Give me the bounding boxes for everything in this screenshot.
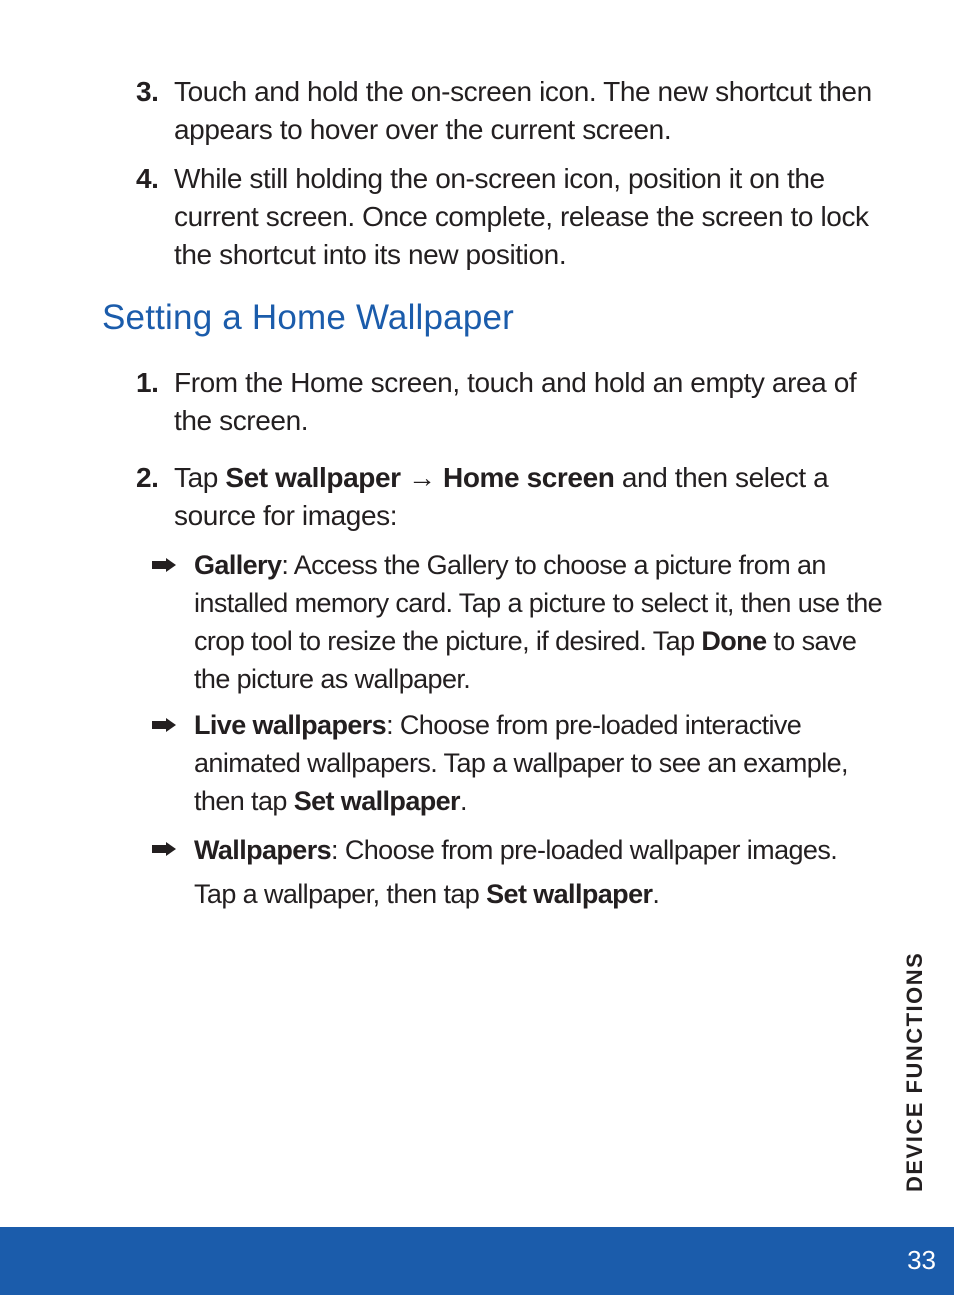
text-run: . <box>652 879 660 909</box>
option-done: Done <box>701 626 767 656</box>
arrow-bullet-icon <box>152 718 176 732</box>
step-text: While still holding the on-screen icon, position it on the current screen. Once complete, release the screen to lock the shortcut into its new position. <box>174 163 869 270</box>
bullet-text <box>194 706 884 820</box>
step-number: 3. <box>136 76 159 107</box>
text-run: : Choose from pre-loaded wallpaper images. Tap a wallpaper, then tap <box>194 835 838 909</box>
bullet-text <box>194 546 884 698</box>
option-set-wallpaper: Set wallpaper <box>293 786 460 816</box>
text-run: Tap <box>174 462 226 493</box>
step-number: 1. <box>136 367 159 398</box>
step-number: 4. <box>136 163 159 194</box>
step-number: 2. <box>136 462 159 493</box>
text-run: : Access the Gallery to choose a picture from an installed memory card. Tap a picture to select it, then use the crop tool to resize the picture, if desired. Tap <box>194 550 883 656</box>
option-set-wallpaper: Set wallpaper <box>486 879 653 909</box>
text-run: to save the picture as wallpaper. <box>194 626 857 694</box>
step-text <box>174 459 874 535</box>
bullet-text <box>194 828 884 916</box>
menu-path-set-wallpaper: Set wallpaper <box>225 462 401 493</box>
option-name: Wallpapers <box>194 835 332 865</box>
side-section-tab: DEVICE FUNCTIONS <box>902 951 927 1192</box>
arrow-bullet-icon <box>152 842 176 856</box>
text-run: and then select a source for images: <box>174 462 829 531</box>
menu-path-home-screen: Home screen <box>443 462 615 493</box>
path-arrow: → <box>400 462 443 493</box>
arrow-bullet-icon <box>152 558 176 572</box>
page-number: 33 <box>907 1245 936 1275</box>
section-title: Setting a Home Wallpaper <box>102 298 515 337</box>
text-run: : Choose from pre-loaded interactive animated wallpapers. Tap a wallpaper to see an example, then tap <box>194 710 848 816</box>
option-name: Gallery <box>194 550 282 580</box>
text-run: . <box>459 786 467 816</box>
footer-bar <box>0 1227 954 1295</box>
step-text: Touch and hold the on-screen icon. The new shortcut then appears to hover over the current screen. <box>174 76 872 145</box>
step-text: From the Home screen, touch and hold an empty area of the screen. <box>174 367 857 436</box>
option-name: Live wallpapers <box>194 710 387 740</box>
